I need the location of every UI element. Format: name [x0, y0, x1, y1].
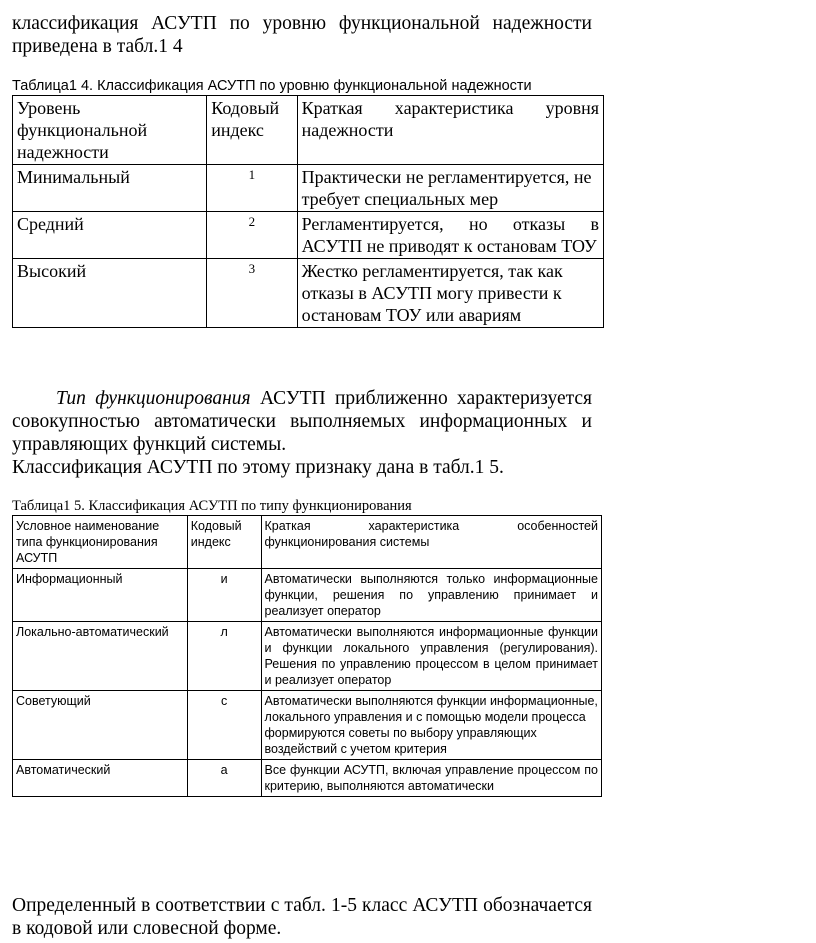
table5-description-cell: Все функции АСУТП, включая управление процессом по критерию, выполняются автоматически	[261, 760, 601, 797]
table5-type-cell: Автоматический	[13, 760, 188, 797]
table4-index-cell: 1	[207, 165, 297, 212]
table4-header-cell: Уровень функциональной надежности	[13, 96, 207, 165]
type-paragraph	[12, 387, 592, 479]
table5-description-cell: Автоматически выполняются информационные функции и функции локального управления (регулирования). Решения по управлению процессом в целом принимает и реализует оператор	[261, 622, 601, 691]
table4-header-row	[13, 96, 604, 165]
table5-caption: Таблица1 5. Классификация АСУТП по типу функционирования	[12, 498, 412, 514]
table5-index-cell: с	[187, 691, 261, 760]
table5-header-cell: Условное наименование типа функционирования АСУТП	[13, 516, 188, 569]
table5-description-cell: Автоматически выполняются только информационные функции, решения по управлению принимает и реализует оператор	[261, 569, 601, 622]
table4-header-cell: Кодовый индекс	[207, 96, 297, 165]
table5-index-cell: и	[187, 569, 261, 622]
table4-level-cell: Высокий	[13, 259, 207, 328]
type-paragraph-rest: АСУТП приближенно характеризуется совокупностью автоматически выполняемых информационных и управляющих функций системы.	[12, 388, 592, 455]
type-italic-term: Тип функционирования	[56, 388, 251, 409]
table4-header-cell: Краткая характеристика уровня надежности	[297, 96, 603, 165]
table-row	[13, 622, 602, 691]
closing-text: Определенный в соответствии с табл. 1-5 класс АСУТП обозначается в кодовой или словесной форме.	[12, 895, 592, 939]
table5-index-cell: а	[187, 760, 261, 797]
table-row	[13, 569, 602, 622]
table5-header-cell: Краткая характеристика особенностей функционирования системы	[261, 516, 601, 569]
table4-index-cell: 3	[207, 259, 297, 328]
table4	[12, 95, 604, 328]
type-paragraph-line2: Классификация АСУТП по этому признаку дана в табл.1 5.	[12, 457, 504, 478]
table4-caption: Таблица1 4. Классификация АСУТП по уровню функциональной надежности	[12, 78, 532, 94]
table-row	[13, 760, 602, 797]
table-row	[13, 691, 602, 760]
table5-index-cell: л	[187, 622, 261, 691]
table5	[12, 515, 602, 797]
table-row	[13, 165, 604, 212]
type-paragraph-text	[12, 387, 592, 456]
table4-level-cell: Средний	[13, 212, 207, 259]
intro-text: классификация АСУТП по уровню функциональной надежности приведена в табл.1 4	[12, 13, 592, 57]
table5-header-cell: Кодовый индекс	[187, 516, 261, 569]
table4-level-cell: Минимальный	[13, 165, 207, 212]
table4-description-cell: Регламентируется, но отказы в АСУТП не приводят к остановам ТОУ	[297, 212, 603, 259]
table5-type-cell: Локально-автоматический	[13, 622, 188, 691]
table5-type-cell: Информационный	[13, 569, 188, 622]
table4-index-cell: 2	[207, 212, 297, 259]
table5-header-row	[13, 516, 602, 569]
table-row	[13, 212, 604, 259]
closing-paragraph	[12, 894, 592, 940]
table5-type-cell: Советующий	[13, 691, 188, 760]
table4-description-cell: Жестко регламентируется, так как отказы в АСУТП могу привести к остановам ТОУ или авариям	[297, 259, 603, 328]
table-row	[13, 259, 604, 328]
intro-paragraph	[12, 12, 592, 58]
table4-description-cell: Практически не регламентируется, не требует специальных мер	[297, 165, 603, 212]
table5-description-cell: Автоматически выполняются функции информационные, локального управления и с помощью модели процесса формируются советы по выбору управляющих воздействий с учетом критерия	[261, 691, 601, 760]
